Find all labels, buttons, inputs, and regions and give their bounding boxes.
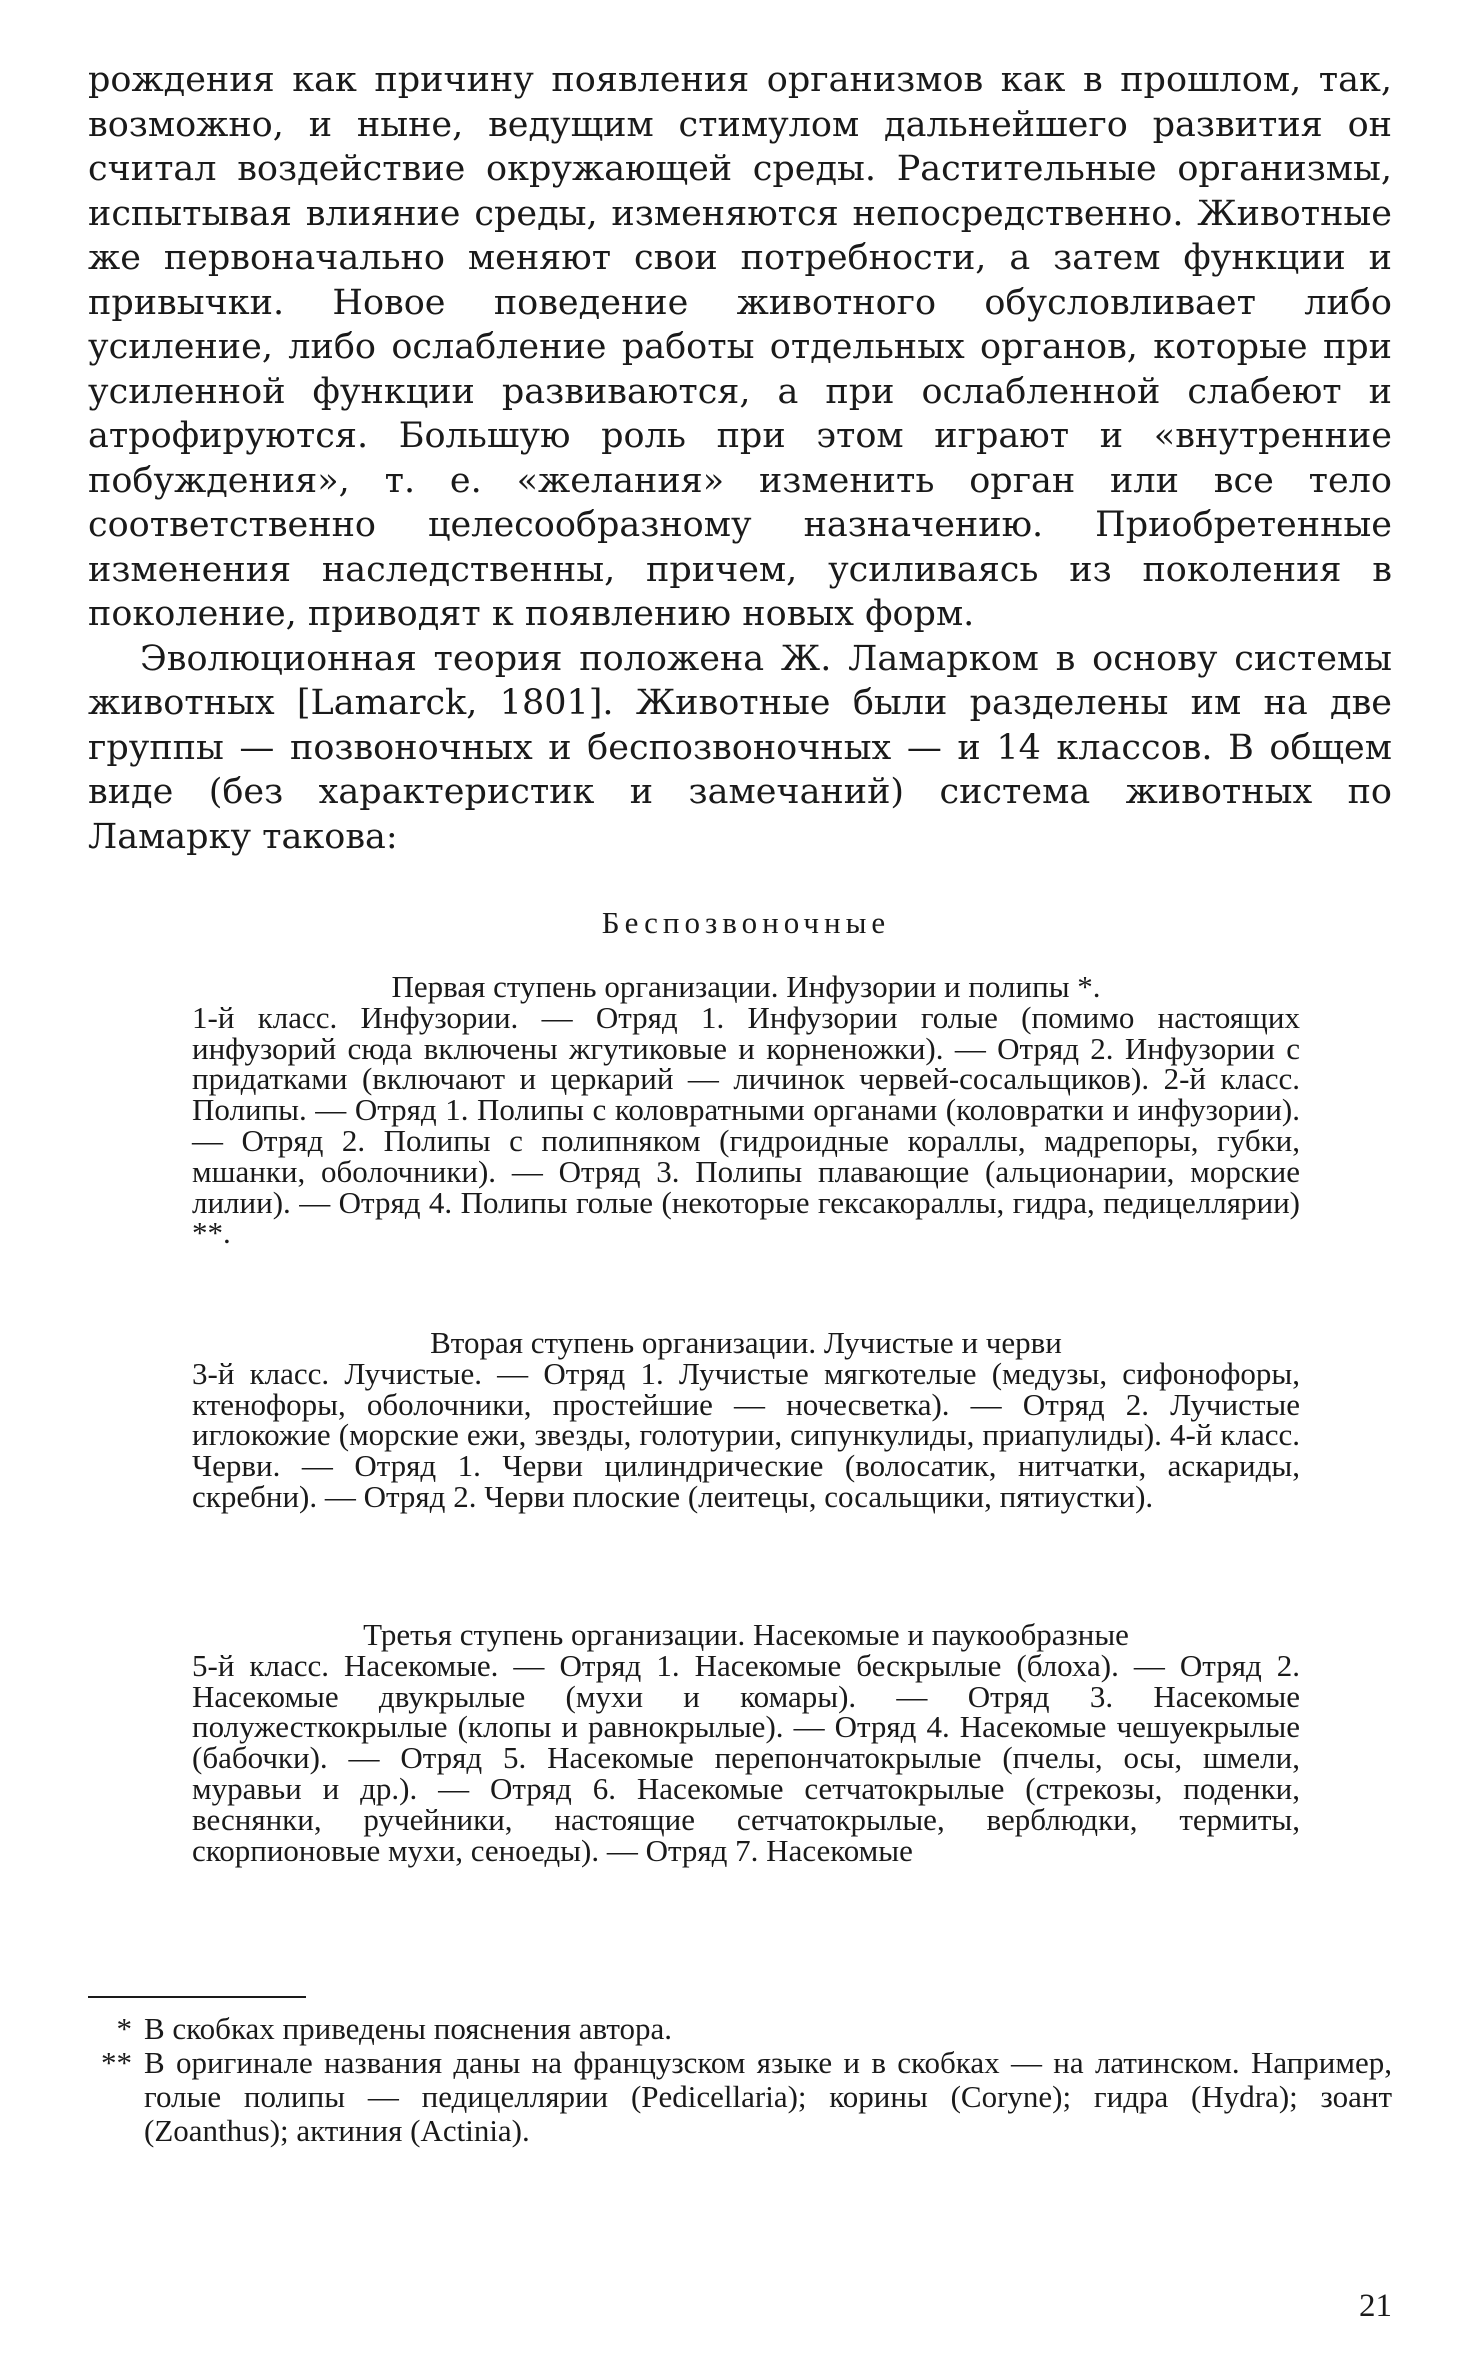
footnote xyxy=(88,2012,1392,2046)
page-number: 21 xyxy=(1359,2288,1392,2324)
stage-1-title: Первая ступень организации. Инфузории и полипы *. xyxy=(391,969,1101,1004)
stage-2-block xyxy=(192,1325,1300,1514)
stage-2-title: Вторая ступень организации. Лучистые и черви xyxy=(430,1325,1062,1360)
stage-3-title: Третья ступень организации. Насекомые и паукообразные xyxy=(363,1617,1129,1652)
stage-2-body: 3-й класс. Лучистые. — Отряд 1. Лучистые мягкотелые (медузы, сифонофоры, ктенофоры, оболочники, простейшие — ночесветка). — Отряд 2. Лучистые иглокожие (морские ежи, звезды, голотурии, сипункулиды, приапулиды). 4-й класс. Черви. — Отряд 1. Черви цилиндрические (волосатик, нитчатки, аскариды, скребни). — Отряд 2. Черви плоские (леитецы, сосальщики, пятиустки). xyxy=(192,1355,1300,1514)
stage-3-block xyxy=(192,1617,1300,1868)
footnote-mark: * xyxy=(116,2011,132,2046)
paragraph-2: Эволюционная теория положена Ж. Ламарком в основу системы животных [Lamarck, 1801]. Животные были разделены им на две группы — позвоночных и беспозвоночных — и 14 классов. В общем виде (без характеристик и замечаний) система животных по Ламарку такова: xyxy=(88,638,1392,857)
footnote-mark: ** xyxy=(101,2045,132,2080)
stage-3-body: 5-й класс. Насекомые. — Отряд 1. Насекомые бескрылые (блоха). — Отряд 2. Насекомые двукрылые (мухи и комары). — Отряд 3. Насекомые полужесткокрылые (клопы и равнокрылые). — Отряд 4. Насекомые чешуекрылые (бабочки). — Отряд 5. Насекомые перепончатокрылые (пчелы, осы, шмели, муравьи и др.). — Отряд 6. Насекомые сетчатокрылые (стрекозы, поденки, веснянки, ручейники, настоящие сетчатокрылые, верблюдки, термиты, скорпионовые мухи, сеноеды). — Отряд 7. Насекомые xyxy=(192,1647,1300,1868)
footnote-text: В скобках приведены пояснения автора. xyxy=(144,2011,673,2046)
section-heading: Беспозвоночные xyxy=(601,905,891,940)
stage-1-block xyxy=(192,969,1300,1251)
footnote-text: В оригинале названия даны на французском языке и в скобках — на латинском. Например, голые полипы — педицеллярии (Pedicellaria); корины (Coryne); гидра (Hydra); зоант (Zoanthus); актиния (Actinia). xyxy=(144,2045,1392,2148)
footnote-divider xyxy=(88,1996,306,1998)
paragraph-1: рождения как причину появления организмов как в прошлом, так, возможно, и ныне, ведущим стимулом дальнейшего развития он считал воздействие окружающей среды. Растительные организмы, испытывая влияние среды, изменяются непосредственно. Животные же первоначально меняют свои потребности, а затем функции и привычки. Новое поведение животного обусловливает либо усиление, либо ослабление работы отдельных органов, которые при усиленной функции развиваются, а при ослабленной слабеют и атрофируются. Большую роль при этом играют и «внутренние побуждения», т. е. «желания» изменить орган или все тело соответственно целесообразному назначению. Приобретенные изменения наследственны, причем, усиливаясь из поколения в поколение, приводят к появлению новых форм. xyxy=(88,60,1392,634)
footnotes xyxy=(88,2012,1392,2148)
footnote xyxy=(88,2046,1392,2148)
stage-1-body: 1-й класс. Инфузории. — Отряд 1. Инфузории голые (помимо настоящих инфузорий сюда включены жгутиковые и корненожки). — Отряд 2. Инфузории с придатками (включают и церкарий — личинок червей-сосальщиков). 2-й класс. Полипы. — Отряд 1. Полипы с коловратными органами (коловратки и инфузории). — Отряд 2. Полипы с полипняком (гидроидные кораллы, мадрепоры, губки, мшанки, оболочники). — Отряд 3. Полипы плавающие (альционарии, морские лилии). — Отряд 4. Полипы голые (некоторые гексакораллы, гидра, педицеллярии) **. xyxy=(192,999,1300,1251)
main-text xyxy=(88,58,1392,859)
